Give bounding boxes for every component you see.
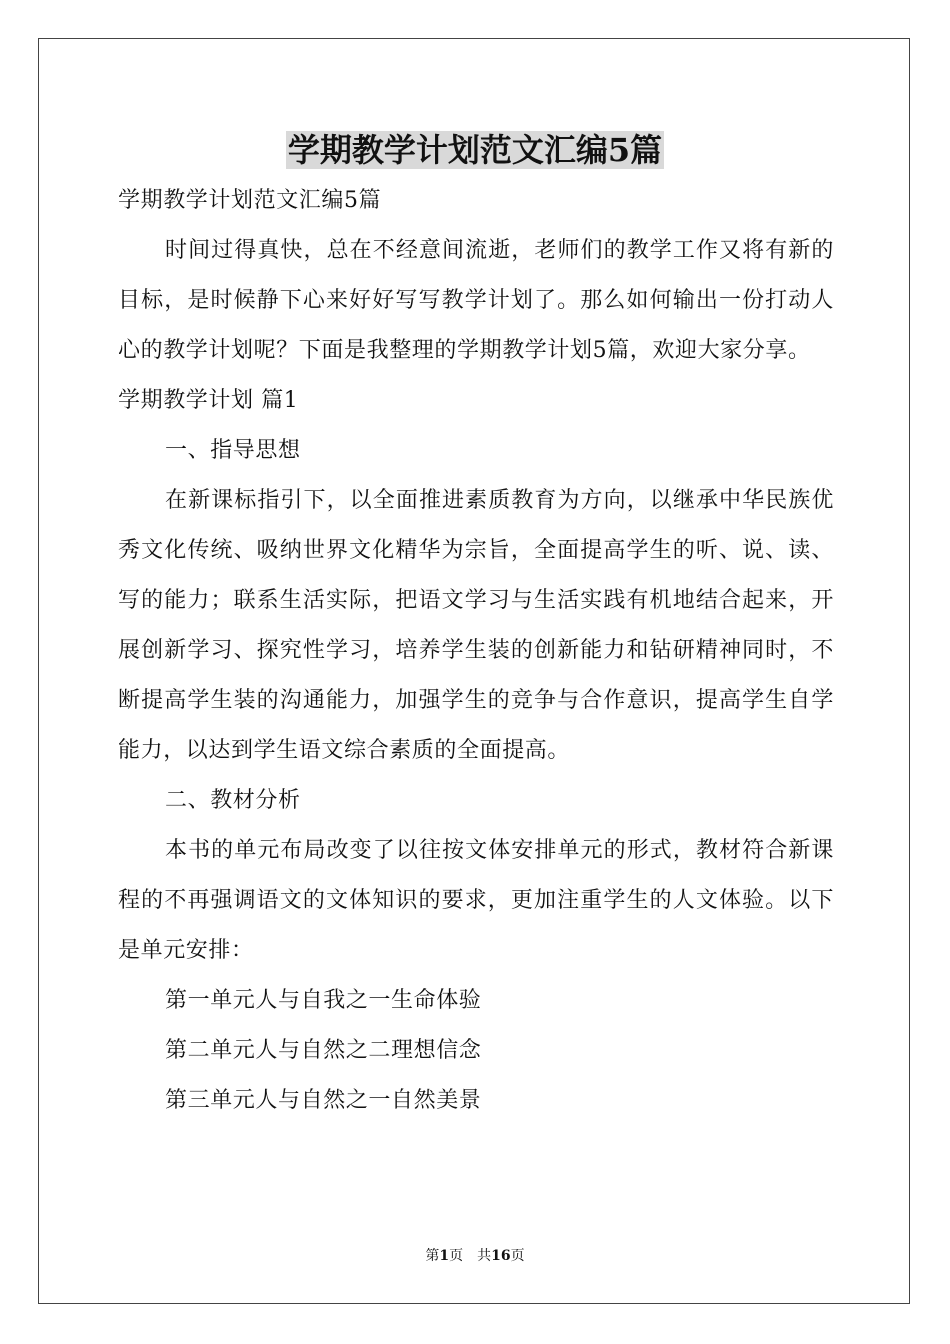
page-footer	[0, 1246, 950, 1266]
section-heading: 学期教学计划 篇1	[118, 388, 299, 413]
unit-item: 第一单元人与自我之一生命体验	[165, 988, 482, 1013]
page-prefix: 第	[425, 1248, 440, 1264]
intro-paragraph: 时间过得真快，总在不经意间流逝，老师们的教学工作又将有新的目标，是时候静下心来好好写写教学计划了。那么如何输出一份打动人心的教学计划呢？下面是我整理的学期教学计划5篇，欢迎大家分享。	[118, 238, 834, 363]
document-title	[0, 128, 950, 172]
part2-heading: 二、教材分析	[165, 788, 301, 813]
total-prefix: 共	[477, 1248, 492, 1264]
unit-item: 第三单元人与自然之一自然美景	[165, 1088, 482, 1113]
document-subtitle: 学期教学计划范文汇编5篇	[118, 188, 382, 213]
page-suffix: 页	[449, 1248, 464, 1264]
document-body	[118, 176, 834, 1126]
part1-heading: 一、指导思想	[165, 438, 301, 463]
total-page-number: 16	[491, 1248, 511, 1264]
current-page-number: 1	[439, 1248, 450, 1264]
part1-paragraph: 在新课标指引下，以全面推进素质教育为方向，以继承中华民族优秀文化传统、吸纳世界文化精华为宗旨，全面提高学生的听、说、读、写的能力；联系生活实际，把语文学习与生活实践有机地结合起来，开展创新学习、探究性学习，培养学生装的创新能力和钻研精神同时，不断提高学生装的沟通能力，加强学生的竞争与合作意识，提高学生自学能力，以达到学生语文综合素质的全面提高。	[118, 488, 834, 763]
document-title-text: 学期教学计划范文汇编5篇	[287, 131, 663, 169]
total-suffix: 页	[510, 1248, 525, 1264]
unit-item: 第二单元人与自然之二理想信念	[165, 1038, 482, 1063]
part2-paragraph: 本书的单元布局改变了以往按文体安排单元的形式，教材符合新课程的不再强调语文的文体知识的要求，更加注重学生的人文体验。以下是单元安排：	[118, 838, 834, 963]
